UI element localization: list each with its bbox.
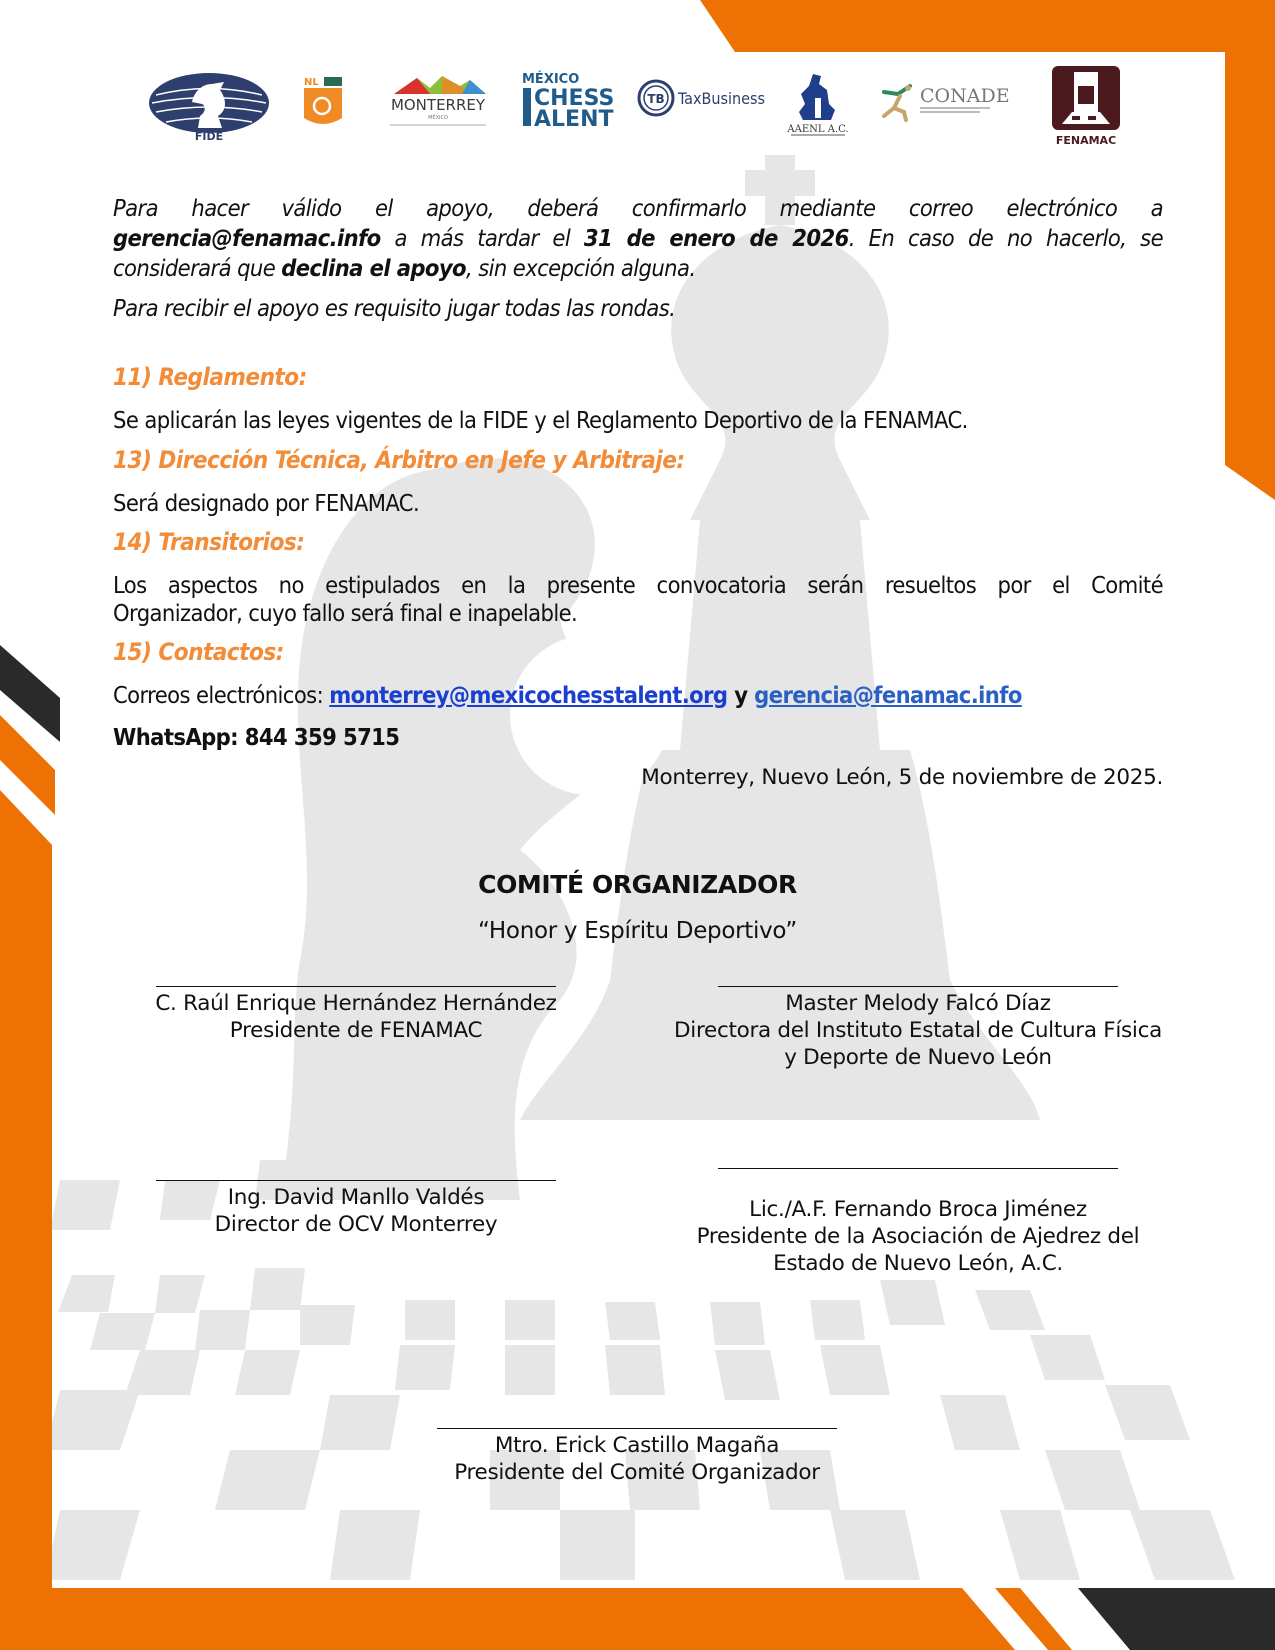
section-heading-reglamento: 11) Reglamento:: [113, 363, 307, 391]
taxbusiness-logo: [636, 76, 776, 120]
signature-line: [718, 1168, 1118, 1169]
svg-text:CHESS: CHESS: [534, 86, 615, 111]
section-heading-transitorios: 14) Transitorios:: [113, 528, 305, 556]
signatory-name: Mtro. Erick Castillo Magaña: [494, 1433, 780, 1458]
signatory-role: y Deporte de Nuevo León: [784, 1045, 1052, 1070]
signature-line: [437, 1428, 837, 1429]
svg-text:FIDE: FIDE: [194, 130, 224, 142]
fide-emblem-icon: [148, 70, 270, 142]
svg-text:AAENL A.C.: AAENL A.C.: [787, 124, 849, 135]
committee-motto: “Honor y Espíritu Deportivo”: [478, 918, 797, 944]
signature-line: [156, 986, 556, 987]
paragraph-text: , sin excepción alguna.: [465, 254, 696, 282]
signatory-4: [668, 1196, 1168, 1277]
signatory-name: Ing. David Manllo Valdés: [227, 1185, 485, 1210]
svg-text:NL: NL: [304, 77, 319, 88]
signatory-role: Presidente de FENAMAC: [229, 1018, 483, 1043]
signature-line: [718, 986, 1118, 987]
conade-logo: [880, 80, 1020, 124]
svg-text:MONTERREY: MONTERREY: [390, 96, 486, 114]
fide-logo: [148, 70, 270, 142]
section-body-transitorios-line-1: Los aspectos no estipulados en la presente convocatoria serán resueltos por el Comité: [113, 571, 1163, 599]
signatory-name: Lic./A.F. Fernando Broca Jiménez: [749, 1197, 1087, 1222]
paragraph-text: a más tardar el: [380, 224, 584, 252]
place-and-date: Monterrey, Nuevo León, 5 de noviembre de 2025.: [641, 765, 1163, 790]
deadline-date: 31 de enero de 2026: [583, 224, 849, 252]
section-heading-direccion-tecnica: 13) Dirección Técnica, Árbitro en Jefe y Arbitraje:: [113, 446, 685, 474]
signatory-2: [668, 990, 1168, 1071]
confirmation-email: gerencia@fenamac.info: [113, 224, 381, 252]
signatory-name: Master Melody Falcó Díaz: [785, 991, 1051, 1016]
signatory-role: Director de OCV Monterrey: [214, 1212, 498, 1237]
paragraph-text: Para hacer válido el apoyo, deberá confirmarlo mediante correo electrónico a: [113, 194, 1163, 222]
signatory-role: Presidente del Comité Organizador: [454, 1460, 820, 1485]
monterrey-logo: [382, 72, 494, 130]
decline-emphasis: declina el apoyo: [281, 254, 466, 282]
svg-text:CONADE: CONADE: [920, 85, 1010, 107]
email-link-mexicochesstalent[interactable]: monterrey@mexicochesstalent.org: [329, 681, 728, 709]
paragraph-text: considerará que: [113, 254, 282, 282]
signatory-name: C. Raúl Enrique Hernández Hernández: [155, 991, 557, 1016]
svg-text:TB: TB: [647, 92, 665, 106]
signature-line: [156, 1180, 556, 1181]
section-body-direccion-tecnica: Será designado por FENAMAC.: [113, 489, 420, 517]
support-confirmation-line-3: [113, 253, 1163, 283]
svg-text:FENAMAC: FENAMAC: [1055, 134, 1117, 147]
fenamac-logo: [1050, 64, 1122, 148]
paragraph-text: . En caso de no hacerlo, se: [848, 224, 1163, 252]
whatsapp-contact: WhatsApp: 844 359 5715: [113, 723, 400, 751]
emails-label: Correos electrónicos:: [113, 681, 330, 709]
signatory-role: Presidente de la Asociación de Ajedrez del: [696, 1224, 1140, 1249]
section-body-reglamento: Se aplicarán las leyes vigentes de la FIDE y el Reglamento Deportivo de la FENAMAC.: [113, 406, 968, 434]
support-confirmation-line-2: [113, 223, 1163, 253]
svg-text:ALENT: ALENT: [534, 107, 614, 130]
svg-text:TaxBusiness: TaxBusiness: [678, 89, 765, 108]
signatory-1: [136, 990, 576, 1044]
section-body-transitorios-line-2: Organizador, cuyo fallo será final e inapelable.: [113, 599, 578, 627]
mexico-chess-talent-logo: [520, 70, 625, 130]
nuevo-leon-logo: [302, 74, 344, 130]
aaenl-logo: [783, 70, 853, 136]
conjunction-text: y: [727, 681, 755, 709]
svg-text:MÉXICO: MÉXICO: [522, 72, 580, 87]
signatory-5: [417, 1432, 857, 1486]
signatory-3: [136, 1184, 576, 1238]
signatory-role: Estado de Nuevo León, A.C.: [773, 1251, 1063, 1276]
email-link-fenamac[interactable]: gerencia@fenamac.info: [754, 681, 1022, 709]
support-confirmation-paragraph: [113, 193, 1163, 223]
rounds-requirement: Para recibir el apoyo es requisito jugar todas las rondas.: [113, 294, 676, 322]
svg-text:MÉXICO: MÉXICO: [428, 115, 448, 121]
committee-title: COMITÉ ORGANIZADOR: [478, 870, 797, 899]
section-heading-contactos: 15) Contactos:: [113, 638, 284, 666]
contact-emails-line: [113, 680, 1163, 710]
signatory-role: Directora del Instituto Estatal de Cultura Física: [674, 1018, 1162, 1043]
